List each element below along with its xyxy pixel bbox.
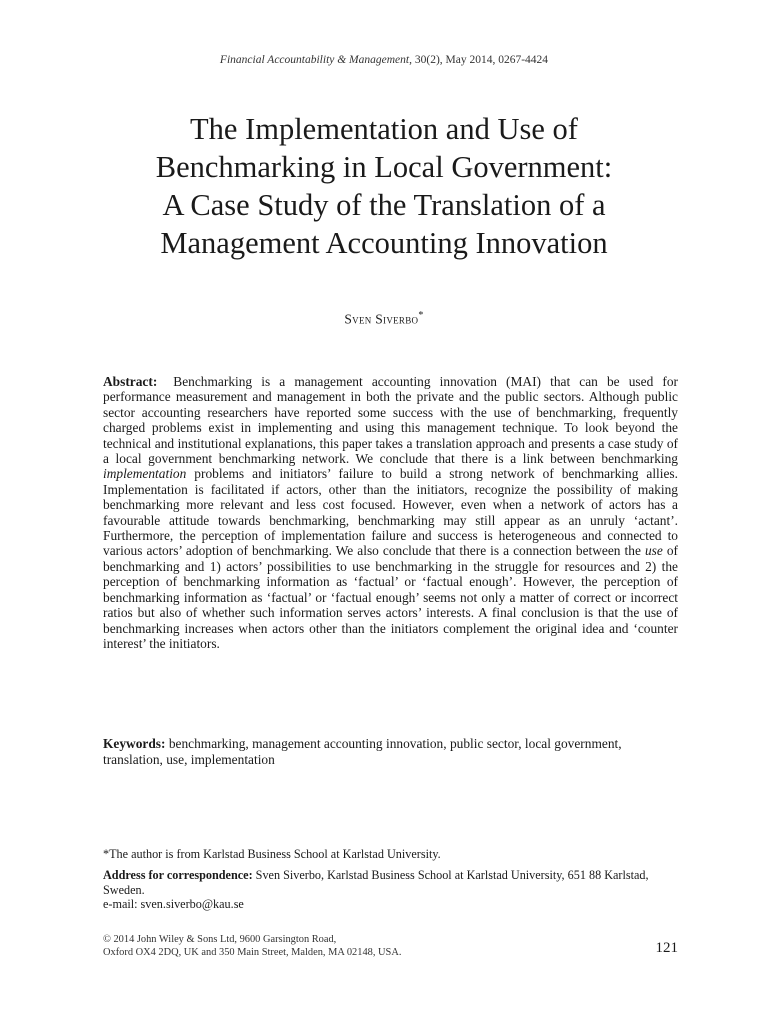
correspondence-label: Address for correspondence:: [103, 868, 253, 882]
abstract-label: Abstract:: [103, 374, 158, 389]
keywords-label: Keywords:: [103, 736, 166, 751]
author-footnote: *The author is from Karlstad Business School at Karlstad University.: [103, 847, 441, 861]
abstract-emphasis: implementation: [103, 466, 187, 482]
keywords-text: benchmarking, management accounting innovation, public sector, local government, translation, use, implementation: [103, 736, 622, 767]
abstract-text: problems and initiators’ failure to build a strong network of benchmarking allies. Implementation is facilitated if actors, other than the initiators, recognize the possibility of making benchmarking more relevant and less cost focused. However, even when a network of actors has a favourable attitude towards benchmarking, benchmarking may still appear as an unruly ‘actant’. Furthermore, the perception of implementation failure and success is heterogeneous and connected to various actors’ adoption of benchmarking. We also conclude that there is a connection between the: [103, 466, 678, 559]
article-title: [60, 110, 708, 262]
author-name: Sven Siverbo: [344, 311, 419, 327]
title-line: The Implementation and Use of: [190, 112, 578, 146]
title-line: Management Accounting Innovation: [160, 226, 608, 260]
title-line: A Case Study of the Translation of a: [162, 188, 606, 222]
author-line: [0, 310, 768, 328]
journal-issue-details: , 30(2), May 2014, 0267-4424: [409, 54, 549, 66]
correspondence-address: [103, 868, 678, 912]
abstract-text: of benchmarking and 1) actors’ possibilities to use benchmarking in the struggle for resources and 2) the perception of benchmarking information as ‘factual’ or ‘factual enough’. However, the perception of benchmarking information as ‘factual’ or ‘factual enough’ seems not only a matter of correct or incorrect ratios but also of whether such information serves actors’ interests. A final conclusion is that the use of benchmarking increases when actors other than the initiators complement the original idea and ‘counter interest’ the initiators.: [103, 543, 678, 651]
title-line: Benchmarking in Local Government:: [155, 150, 613, 184]
copyright-line: © 2014 John Wiley & Sons Ltd, 9600 Garsington Road,: [103, 934, 337, 945]
keywords: [103, 736, 678, 768]
author-footnote-marker: *: [418, 310, 424, 321]
copyright-notice: [103, 933, 583, 959]
correspondence-text: Sven Siverbo, Karlstad Business School at Karlstad University, 651 88 Karlstad, Sweden.: [103, 868, 649, 897]
journal-name: Financial Accountability & Management: [219, 54, 410, 66]
copyright-line: Oxford OX4 2DQ, UK and 350 Main Street, Malden, MA 02148, USA.: [103, 947, 402, 958]
abstract-emphasis: use: [644, 543, 663, 559]
journal-citation: [0, 54, 768, 66]
abstract: [103, 374, 678, 651]
abstract-text: Benchmarking is a management accounting innovation (MAI) that can be used for performance measurement and management in both the private and the public sectors. Although public sector accounting researchers have reported some success with the use of benchmarking, frequently charged problems exist in implementing and using this management technique. To look beyond the technical and institutional explanations, this paper takes a translation approach and presents a case study of a local government benchmarking network. We conclude that there is a link between benchmarking: [103, 374, 678, 467]
correspondence-email: e-mail: sven.siverbo@kau.se: [103, 897, 244, 911]
page-number: 121: [655, 940, 678, 956]
